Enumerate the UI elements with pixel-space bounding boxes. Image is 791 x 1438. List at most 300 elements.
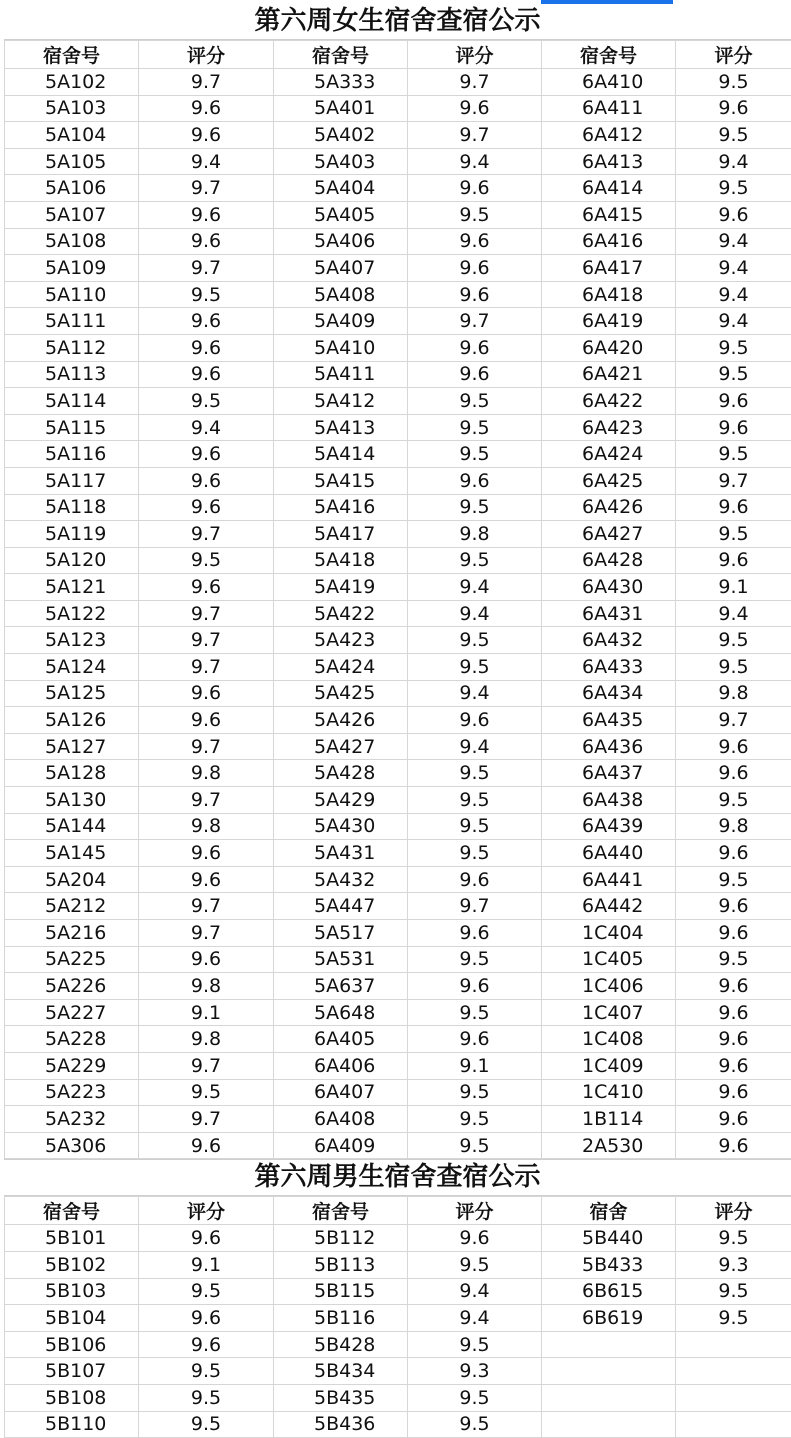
room-cell[interactable]: 5A306 xyxy=(5,1132,139,1159)
room-cell[interactable]: 6A439 xyxy=(542,813,676,840)
room-cell[interactable]: 6A420 xyxy=(542,334,676,361)
score-cell[interactable]: 9.6 xyxy=(676,95,791,122)
room-cell[interactable]: 6A416 xyxy=(542,228,676,255)
score-cell[interactable]: 9.4 xyxy=(676,600,791,627)
table-row xyxy=(5,999,791,1026)
room-cell[interactable]: 5A423 xyxy=(274,627,408,654)
room-cell[interactable]: 5A431 xyxy=(274,840,408,867)
room-cell[interactable]: 5A333 xyxy=(274,69,408,96)
room-cell[interactable]: 5A216 xyxy=(5,920,139,947)
score-cell[interactable]: 9.7 xyxy=(408,893,542,920)
score-cell[interactable]: 9.6 xyxy=(139,866,274,893)
score-cell[interactable]: 9.5 xyxy=(676,334,791,361)
score-cell[interactable]: 9.7 xyxy=(139,1052,274,1079)
score-cell[interactable]: 9.5 xyxy=(139,547,274,574)
score-cell[interactable]: 9.6 xyxy=(676,494,791,521)
score-cell[interactable]: 9.5 xyxy=(139,281,274,308)
table-row xyxy=(5,467,791,494)
score-cell[interactable]: 9.6 xyxy=(139,95,274,122)
room-cell[interactable]: 5A119 xyxy=(5,521,139,548)
score-cell[interactable]: 9.6 xyxy=(408,95,542,122)
score-cell[interactable]: 9.5 xyxy=(676,361,791,388)
room-cell[interactable]: 5B440 xyxy=(542,1225,676,1252)
room-cell[interactable]: 5A229 xyxy=(5,1052,139,1079)
room-cell[interactable]: 5A406 xyxy=(274,228,408,255)
score-cell[interactable]: 9.7 xyxy=(139,654,274,681)
score-cell[interactable]: 9.6 xyxy=(408,467,542,494)
room-cell[interactable]: 5A428 xyxy=(274,760,408,787)
room-cell[interactable]: 5A403 xyxy=(274,148,408,175)
room-cell[interactable]: 5A145 xyxy=(5,840,139,867)
score-cell[interactable]: 9.8 xyxy=(139,813,274,840)
score-cell[interactable] xyxy=(676,1384,791,1411)
room-cell[interactable]: 6A433 xyxy=(542,654,676,681)
score-cell[interactable]: 9.6 xyxy=(139,680,274,707)
score-cell[interactable]: 9.7 xyxy=(139,893,274,920)
score-cell[interactable]: 9.7 xyxy=(139,600,274,627)
room-cell[interactable]: 2A530 xyxy=(542,1132,676,1159)
room-cell[interactable]: 6A426 xyxy=(542,494,676,521)
score-cell[interactable]: 9.6 xyxy=(408,920,542,947)
score-cell[interactable]: 9.5 xyxy=(676,654,791,681)
room-cell[interactable]: 5A414 xyxy=(274,441,408,468)
room-cell[interactable] xyxy=(542,1411,676,1438)
score-cell[interactable]: 9.6 xyxy=(676,388,791,415)
room-cell[interactable]: 6A440 xyxy=(542,840,676,867)
room-cell[interactable]: 5A107 xyxy=(5,201,139,228)
score-cell[interactable]: 9.6 xyxy=(676,760,791,787)
score-cell[interactable]: 9.5 xyxy=(408,388,542,415)
room-cell[interactable]: 5A429 xyxy=(274,787,408,814)
score-cell[interactable]: 9.7 xyxy=(139,787,274,814)
room-cell[interactable]: 5B110 xyxy=(5,1411,139,1438)
score-cell[interactable]: 9.6 xyxy=(676,999,791,1026)
score-cell[interactable]: 9.6 xyxy=(676,1026,791,1053)
room-cell[interactable]: 5A425 xyxy=(274,680,408,707)
score-cell[interactable]: 9.6 xyxy=(139,122,274,149)
room-cell[interactable]: 5A412 xyxy=(274,388,408,415)
score-cell[interactable]: 9.6 xyxy=(408,1026,542,1053)
room-cell[interactable]: 5A116 xyxy=(5,441,139,468)
room-cell[interactable]: 5B436 xyxy=(274,1411,408,1438)
room-cell[interactable]: 5B112 xyxy=(274,1225,408,1252)
room-cell[interactable]: 5A118 xyxy=(5,494,139,521)
room-cell[interactable]: 5A426 xyxy=(274,707,408,734)
score-cell[interactable]: 9.1 xyxy=(139,1251,274,1278)
room-cell[interactable]: 6A423 xyxy=(542,414,676,441)
room-cell[interactable]: 5B104 xyxy=(5,1305,139,1332)
score-cell[interactable]: 9.5 xyxy=(139,1079,274,1106)
score-cell[interactable]: 9.5 xyxy=(408,1331,542,1358)
score-cell[interactable]: 9.6 xyxy=(676,414,791,441)
room-cell[interactable]: 5A228 xyxy=(5,1026,139,1053)
room-cell[interactable]: 5B102 xyxy=(5,1251,139,1278)
score-cell[interactable]: 9.5 xyxy=(408,760,542,787)
room-cell[interactable]: 5A404 xyxy=(274,175,408,202)
score-cell[interactable]: 9.1 xyxy=(139,999,274,1026)
room-cell[interactable]: 5A114 xyxy=(5,388,139,415)
room-cell[interactable]: 5A411 xyxy=(274,361,408,388)
score-cell[interactable]: 9.6 xyxy=(408,228,542,255)
room-cell[interactable]: 1C408 xyxy=(542,1026,676,1053)
room-cell[interactable]: 6A441 xyxy=(542,866,676,893)
score-cell[interactable]: 9.6 xyxy=(139,946,274,973)
score-cell[interactable]: 9.6 xyxy=(139,441,274,468)
room-cell[interactable]: 5A212 xyxy=(5,893,139,920)
room-cell[interactable]: 5B115 xyxy=(274,1278,408,1305)
score-cell[interactable]: 9.8 xyxy=(139,760,274,787)
room-cell[interactable]: 5A110 xyxy=(5,281,139,308)
room-cell[interactable]: 6A409 xyxy=(274,1132,408,1159)
score-cell[interactable]: 9.6 xyxy=(139,840,274,867)
room-cell[interactable]: 5A416 xyxy=(274,494,408,521)
score-cell[interactable]: 9.5 xyxy=(676,1225,791,1252)
room-cell[interactable]: 5A402 xyxy=(274,122,408,149)
score-cell[interactable]: 9.6 xyxy=(139,1132,274,1159)
score-cell[interactable]: 9.5 xyxy=(408,627,542,654)
score-cell[interactable]: 9.7 xyxy=(676,707,791,734)
room-cell[interactable]: 6A418 xyxy=(542,281,676,308)
score-cell[interactable]: 9.8 xyxy=(139,1026,274,1053)
score-cell[interactable]: 9.4 xyxy=(676,308,791,335)
score-cell[interactable]: 9.5 xyxy=(139,1358,274,1385)
table-row xyxy=(5,122,791,149)
room-cell[interactable]: 6A430 xyxy=(542,574,676,601)
room-cell[interactable]: 5A106 xyxy=(5,175,139,202)
room-cell[interactable]: 5B108 xyxy=(5,1384,139,1411)
score-cell[interactable]: 9.6 xyxy=(676,1132,791,1159)
room-cell[interactable]: 5A121 xyxy=(5,574,139,601)
score-cell[interactable]: 9.6 xyxy=(408,175,542,202)
score-cell[interactable]: 9.6 xyxy=(408,361,542,388)
room-cell[interactable]: 5A123 xyxy=(5,627,139,654)
score-cell[interactable] xyxy=(676,1331,791,1358)
room-cell[interactable]: 5A127 xyxy=(5,733,139,760)
room-cell[interactable]: 6A412 xyxy=(542,122,676,149)
room-cell[interactable]: 5A408 xyxy=(274,281,408,308)
room-cell[interactable]: 5B106 xyxy=(5,1331,139,1358)
room-cell[interactable]: 1C409 xyxy=(542,1052,676,1079)
table-row xyxy=(5,175,791,202)
room-cell[interactable]: 6A406 xyxy=(274,1052,408,1079)
score-cell[interactable]: 9.6 xyxy=(139,1305,274,1332)
score-cell[interactable]: 9.5 xyxy=(139,1278,274,1305)
score-cell[interactable]: 9.6 xyxy=(408,334,542,361)
room-cell[interactable]: 5A117 xyxy=(5,467,139,494)
room-cell[interactable]: 6A419 xyxy=(542,308,676,335)
room-cell[interactable]: 6A405 xyxy=(274,1026,408,1053)
score-cell[interactable]: 9.6 xyxy=(676,973,791,1000)
score-cell[interactable]: 9.6 xyxy=(139,334,274,361)
score-cell[interactable]: 9.5 xyxy=(408,840,542,867)
room-cell[interactable]: 6A438 xyxy=(542,787,676,814)
room-cell[interactable]: 5A122 xyxy=(5,600,139,627)
score-cell[interactable]: 9.6 xyxy=(676,840,791,867)
room-cell[interactable]: 1C405 xyxy=(542,946,676,973)
male-title: 第六周男生宿舍查宿公示 xyxy=(4,1159,791,1196)
room-cell[interactable]: 5A128 xyxy=(5,760,139,787)
score-cell[interactable]: 9.7 xyxy=(408,122,542,149)
score-cell[interactable]: 9.4 xyxy=(408,148,542,175)
score-cell[interactable]: 9.7 xyxy=(139,69,274,96)
score-cell[interactable]: 9.7 xyxy=(139,733,274,760)
score-cell[interactable]: 9.6 xyxy=(676,893,791,920)
room-cell[interactable]: 5B433 xyxy=(542,1251,676,1278)
score-cell[interactable]: 9.8 xyxy=(676,813,791,840)
score-cell[interactable]: 9.5 xyxy=(408,441,542,468)
score-cell[interactable]: 9.5 xyxy=(408,414,542,441)
room-cell[interactable]: 6A410 xyxy=(542,69,676,96)
score-cell[interactable]: 9.4 xyxy=(408,680,542,707)
room-cell[interactable]: 5A125 xyxy=(5,680,139,707)
score-cell[interactable]: 9.7 xyxy=(139,920,274,947)
score-cell[interactable] xyxy=(676,1358,791,1385)
score-cell[interactable]: 9.5 xyxy=(676,1278,791,1305)
score-cell[interactable]: 9.5 xyxy=(408,1079,542,1106)
room-cell[interactable]: 5A407 xyxy=(274,255,408,282)
score-cell[interactable]: 9.6 xyxy=(139,361,274,388)
room-cell[interactable]: 5A108 xyxy=(5,228,139,255)
room-cell[interactable]: 6A425 xyxy=(542,467,676,494)
room-cell[interactable]: 6A432 xyxy=(542,627,676,654)
room-cell[interactable]: 5A417 xyxy=(274,521,408,548)
room-cell[interactable]: 5A410 xyxy=(274,334,408,361)
room-cell[interactable]: 5A226 xyxy=(5,973,139,1000)
score-cell[interactable]: 9.5 xyxy=(408,813,542,840)
room-cell[interactable]: 6B619 xyxy=(542,1305,676,1332)
room-cell[interactable]: 5B103 xyxy=(5,1278,139,1305)
room-cell[interactable] xyxy=(542,1358,676,1385)
score-cell[interactable]: 9.5 xyxy=(139,1384,274,1411)
score-cell[interactable]: 9.5 xyxy=(408,201,542,228)
room-cell[interactable]: 5A427 xyxy=(274,733,408,760)
score-cell[interactable]: 9.7 xyxy=(139,627,274,654)
score-cell[interactable]: 9.5 xyxy=(676,787,791,814)
score-cell[interactable]: 9.4 xyxy=(139,148,274,175)
score-cell[interactable]: 9.7 xyxy=(408,308,542,335)
score-cell[interactable]: 9.4 xyxy=(139,414,274,441)
room-cell[interactable]: 6A408 xyxy=(274,1106,408,1133)
score-cell[interactable]: 9.4 xyxy=(676,148,791,175)
score-cell[interactable]: 9.6 xyxy=(676,547,791,574)
room-cell[interactable]: 5A418 xyxy=(274,547,408,574)
room-cell[interactable]: 5B107 xyxy=(5,1358,139,1385)
room-cell[interactable]: 6A421 xyxy=(542,361,676,388)
score-cell[interactable]: 9.6 xyxy=(139,1225,274,1252)
room-cell[interactable]: 5A130 xyxy=(5,787,139,814)
score-cell[interactable]: 9.5 xyxy=(676,627,791,654)
room-cell[interactable]: 6A415 xyxy=(542,201,676,228)
score-cell[interactable]: 9.5 xyxy=(408,1384,542,1411)
score-cell[interactable]: 9.4 xyxy=(408,1305,542,1332)
score-cell[interactable]: 9.5 xyxy=(408,494,542,521)
room-cell[interactable]: 5A223 xyxy=(5,1079,139,1106)
room-cell[interactable]: 1C404 xyxy=(542,920,676,947)
score-cell[interactable]: 9.7 xyxy=(139,1106,274,1133)
room-cell[interactable] xyxy=(542,1384,676,1411)
room-cell[interactable]: 5A409 xyxy=(274,308,408,335)
score-cell[interactable]: 9.4 xyxy=(408,574,542,601)
score-cell[interactable]: 9.6 xyxy=(139,201,274,228)
score-cell[interactable]: 9.6 xyxy=(139,467,274,494)
room-cell[interactable]: 5A415 xyxy=(274,467,408,494)
room-cell[interactable]: 5A424 xyxy=(274,654,408,681)
room-cell[interactable]: 6A431 xyxy=(542,600,676,627)
score-cell[interactable]: 9.6 xyxy=(139,494,274,521)
room-cell[interactable]: 6A407 xyxy=(274,1079,408,1106)
score-cell[interactable]: 9.7 xyxy=(676,467,791,494)
room-cell[interactable]: 6A424 xyxy=(542,441,676,468)
score-cell[interactable]: 9.5 xyxy=(408,1411,542,1438)
score-cell[interactable]: 9.6 xyxy=(408,866,542,893)
score-cell[interactable]: 9.5 xyxy=(676,1305,791,1332)
room-cell[interactable]: 5A225 xyxy=(5,946,139,973)
score-cell[interactable]: 9.6 xyxy=(408,1225,542,1252)
room-cell[interactable]: 5A115 xyxy=(5,414,139,441)
room-cell[interactable]: 5A432 xyxy=(274,866,408,893)
score-cell[interactable]: 9.5 xyxy=(408,654,542,681)
room-cell[interactable]: 5A124 xyxy=(5,654,139,681)
room-cell[interactable]: 5B113 xyxy=(274,1251,408,1278)
score-cell[interactable]: 9.6 xyxy=(139,707,274,734)
score-cell[interactable]: 9.6 xyxy=(676,733,791,760)
score-cell[interactable]: 9.7 xyxy=(408,69,542,96)
score-cell[interactable]: 9.5 xyxy=(676,866,791,893)
score-cell[interactable]: 9.7 xyxy=(139,255,274,282)
room-cell[interactable]: 5A447 xyxy=(274,893,408,920)
room-cell[interactable]: 5A227 xyxy=(5,999,139,1026)
score-cell[interactable]: 9.6 xyxy=(139,308,274,335)
score-cell[interactable]: 9.6 xyxy=(676,1079,791,1106)
room-cell[interactable]: 5A111 xyxy=(5,308,139,335)
score-cell[interactable] xyxy=(676,1411,791,1438)
room-cell[interactable]: 5A401 xyxy=(274,95,408,122)
score-cell[interactable]: 9.4 xyxy=(408,1278,542,1305)
score-cell[interactable]: 9.5 xyxy=(408,946,542,973)
score-cell[interactable]: 9.6 xyxy=(408,707,542,734)
score-cell[interactable]: 9.1 xyxy=(676,574,791,601)
room-cell[interactable]: 5B116 xyxy=(274,1305,408,1332)
score-cell[interactable]: 9.8 xyxy=(408,521,542,548)
room-cell[interactable]: 5A112 xyxy=(5,334,139,361)
score-cell[interactable]: 9.6 xyxy=(139,1331,274,1358)
score-cell[interactable]: 9.8 xyxy=(676,680,791,707)
score-cell[interactable]: 9.6 xyxy=(408,973,542,1000)
room-cell[interactable]: 5A104 xyxy=(5,122,139,149)
room-cell[interactable]: 1B114 xyxy=(542,1106,676,1133)
room-cell[interactable]: 6A434 xyxy=(542,680,676,707)
score-cell[interactable]: 9.5 xyxy=(408,787,542,814)
room-cell[interactable]: 5A109 xyxy=(5,255,139,282)
score-cell[interactable]: 9.7 xyxy=(139,521,274,548)
room-cell[interactable]: 5A637 xyxy=(274,973,408,1000)
room-cell[interactable]: 5A430 xyxy=(274,813,408,840)
table-row xyxy=(5,388,791,415)
score-cell[interactable]: 9.5 xyxy=(676,122,791,149)
room-cell[interactable]: 5A422 xyxy=(274,600,408,627)
score-cell[interactable]: 9.5 xyxy=(676,175,791,202)
score-cell[interactable]: 9.5 xyxy=(139,1411,274,1438)
room-cell[interactable]: 6A427 xyxy=(542,521,676,548)
room-cell[interactable]: 6B615 xyxy=(542,1278,676,1305)
score-cell[interactable]: 9.5 xyxy=(676,441,791,468)
score-cell[interactable]: 9.4 xyxy=(676,281,791,308)
room-cell[interactable]: 5B101 xyxy=(5,1225,139,1252)
room-cell[interactable]: 6A436 xyxy=(542,733,676,760)
score-cell[interactable]: 9.6 xyxy=(139,574,274,601)
score-cell[interactable]: 9.6 xyxy=(408,281,542,308)
room-cell[interactable]: 5A126 xyxy=(5,707,139,734)
room-cell[interactable]: 6A422 xyxy=(542,388,676,415)
room-cell[interactable]: 5B435 xyxy=(274,1384,408,1411)
room-cell[interactable]: 5A405 xyxy=(274,201,408,228)
score-cell[interactable]: 9.5 xyxy=(408,547,542,574)
room-cell[interactable]: 5A517 xyxy=(274,920,408,947)
score-cell[interactable]: 9.6 xyxy=(676,1106,791,1133)
score-cell[interactable]: 9.7 xyxy=(139,175,274,202)
score-cell[interactable]: 9.5 xyxy=(676,946,791,973)
room-cell[interactable]: 6A411 xyxy=(542,95,676,122)
room-cell[interactable]: 5A232 xyxy=(5,1106,139,1133)
score-cell[interactable]: 9.8 xyxy=(139,973,274,1000)
room-cell[interactable]: 6A435 xyxy=(542,707,676,734)
room-cell[interactable]: 5A413 xyxy=(274,414,408,441)
score-cell[interactable]: 9.4 xyxy=(676,228,791,255)
score-cell[interactable]: 9.6 xyxy=(139,228,274,255)
score-cell[interactable]: 9.4 xyxy=(408,733,542,760)
room-cell[interactable]: 5A531 xyxy=(274,946,408,973)
score-cell[interactable]: 9.5 xyxy=(408,1132,542,1159)
score-cell[interactable]: 9.1 xyxy=(408,1052,542,1079)
room-cell[interactable]: 5A105 xyxy=(5,148,139,175)
score-cell[interactable]: 9.4 xyxy=(408,600,542,627)
score-cell[interactable]: 9.3 xyxy=(676,1251,791,1278)
room-cell[interactable] xyxy=(542,1331,676,1358)
score-cell[interactable]: 9.3 xyxy=(408,1358,542,1385)
room-cell[interactable]: 5A102 xyxy=(5,69,139,96)
room-cell[interactable]: 6A428 xyxy=(542,547,676,574)
score-cell[interactable]: 9.5 xyxy=(408,1251,542,1278)
score-cell[interactable]: 9.5 xyxy=(676,69,791,96)
score-cell[interactable]: 9.5 xyxy=(139,388,274,415)
room-cell[interactable]: 6A414 xyxy=(542,175,676,202)
room-cell[interactable]: 5A144 xyxy=(5,813,139,840)
score-cell[interactable]: 9.6 xyxy=(676,201,791,228)
score-cell[interactable]: 9.6 xyxy=(676,920,791,947)
score-cell[interactable]: 9.6 xyxy=(408,255,542,282)
score-cell[interactable]: 9.5 xyxy=(676,521,791,548)
room-cell[interactable]: 5A419 xyxy=(274,574,408,601)
score-cell[interactable]: 9.6 xyxy=(676,1052,791,1079)
room-cell[interactable]: 1C406 xyxy=(542,973,676,1000)
room-cell[interactable]: 5A204 xyxy=(5,866,139,893)
room-cell[interactable]: 1C410 xyxy=(542,1079,676,1106)
room-cell[interactable]: 5A113 xyxy=(5,361,139,388)
score-cell[interactable]: 9.5 xyxy=(408,1106,542,1133)
room-cell[interactable]: 1C407 xyxy=(542,999,676,1026)
room-cell[interactable]: 5B428 xyxy=(274,1331,408,1358)
room-cell[interactable]: 6A437 xyxy=(542,760,676,787)
room-cell[interactable]: 5A648 xyxy=(274,999,408,1026)
room-cell[interactable]: 6A417 xyxy=(542,255,676,282)
score-cell[interactable]: 9.4 xyxy=(676,255,791,282)
score-cell[interactable]: 9.5 xyxy=(408,999,542,1026)
room-cell[interactable]: 6A442 xyxy=(542,893,676,920)
room-cell[interactable]: 6A413 xyxy=(542,148,676,175)
room-cell[interactable]: 5B434 xyxy=(274,1358,408,1385)
room-cell[interactable]: 5A120 xyxy=(5,547,139,574)
room-cell[interactable]: 5A103 xyxy=(5,95,139,122)
